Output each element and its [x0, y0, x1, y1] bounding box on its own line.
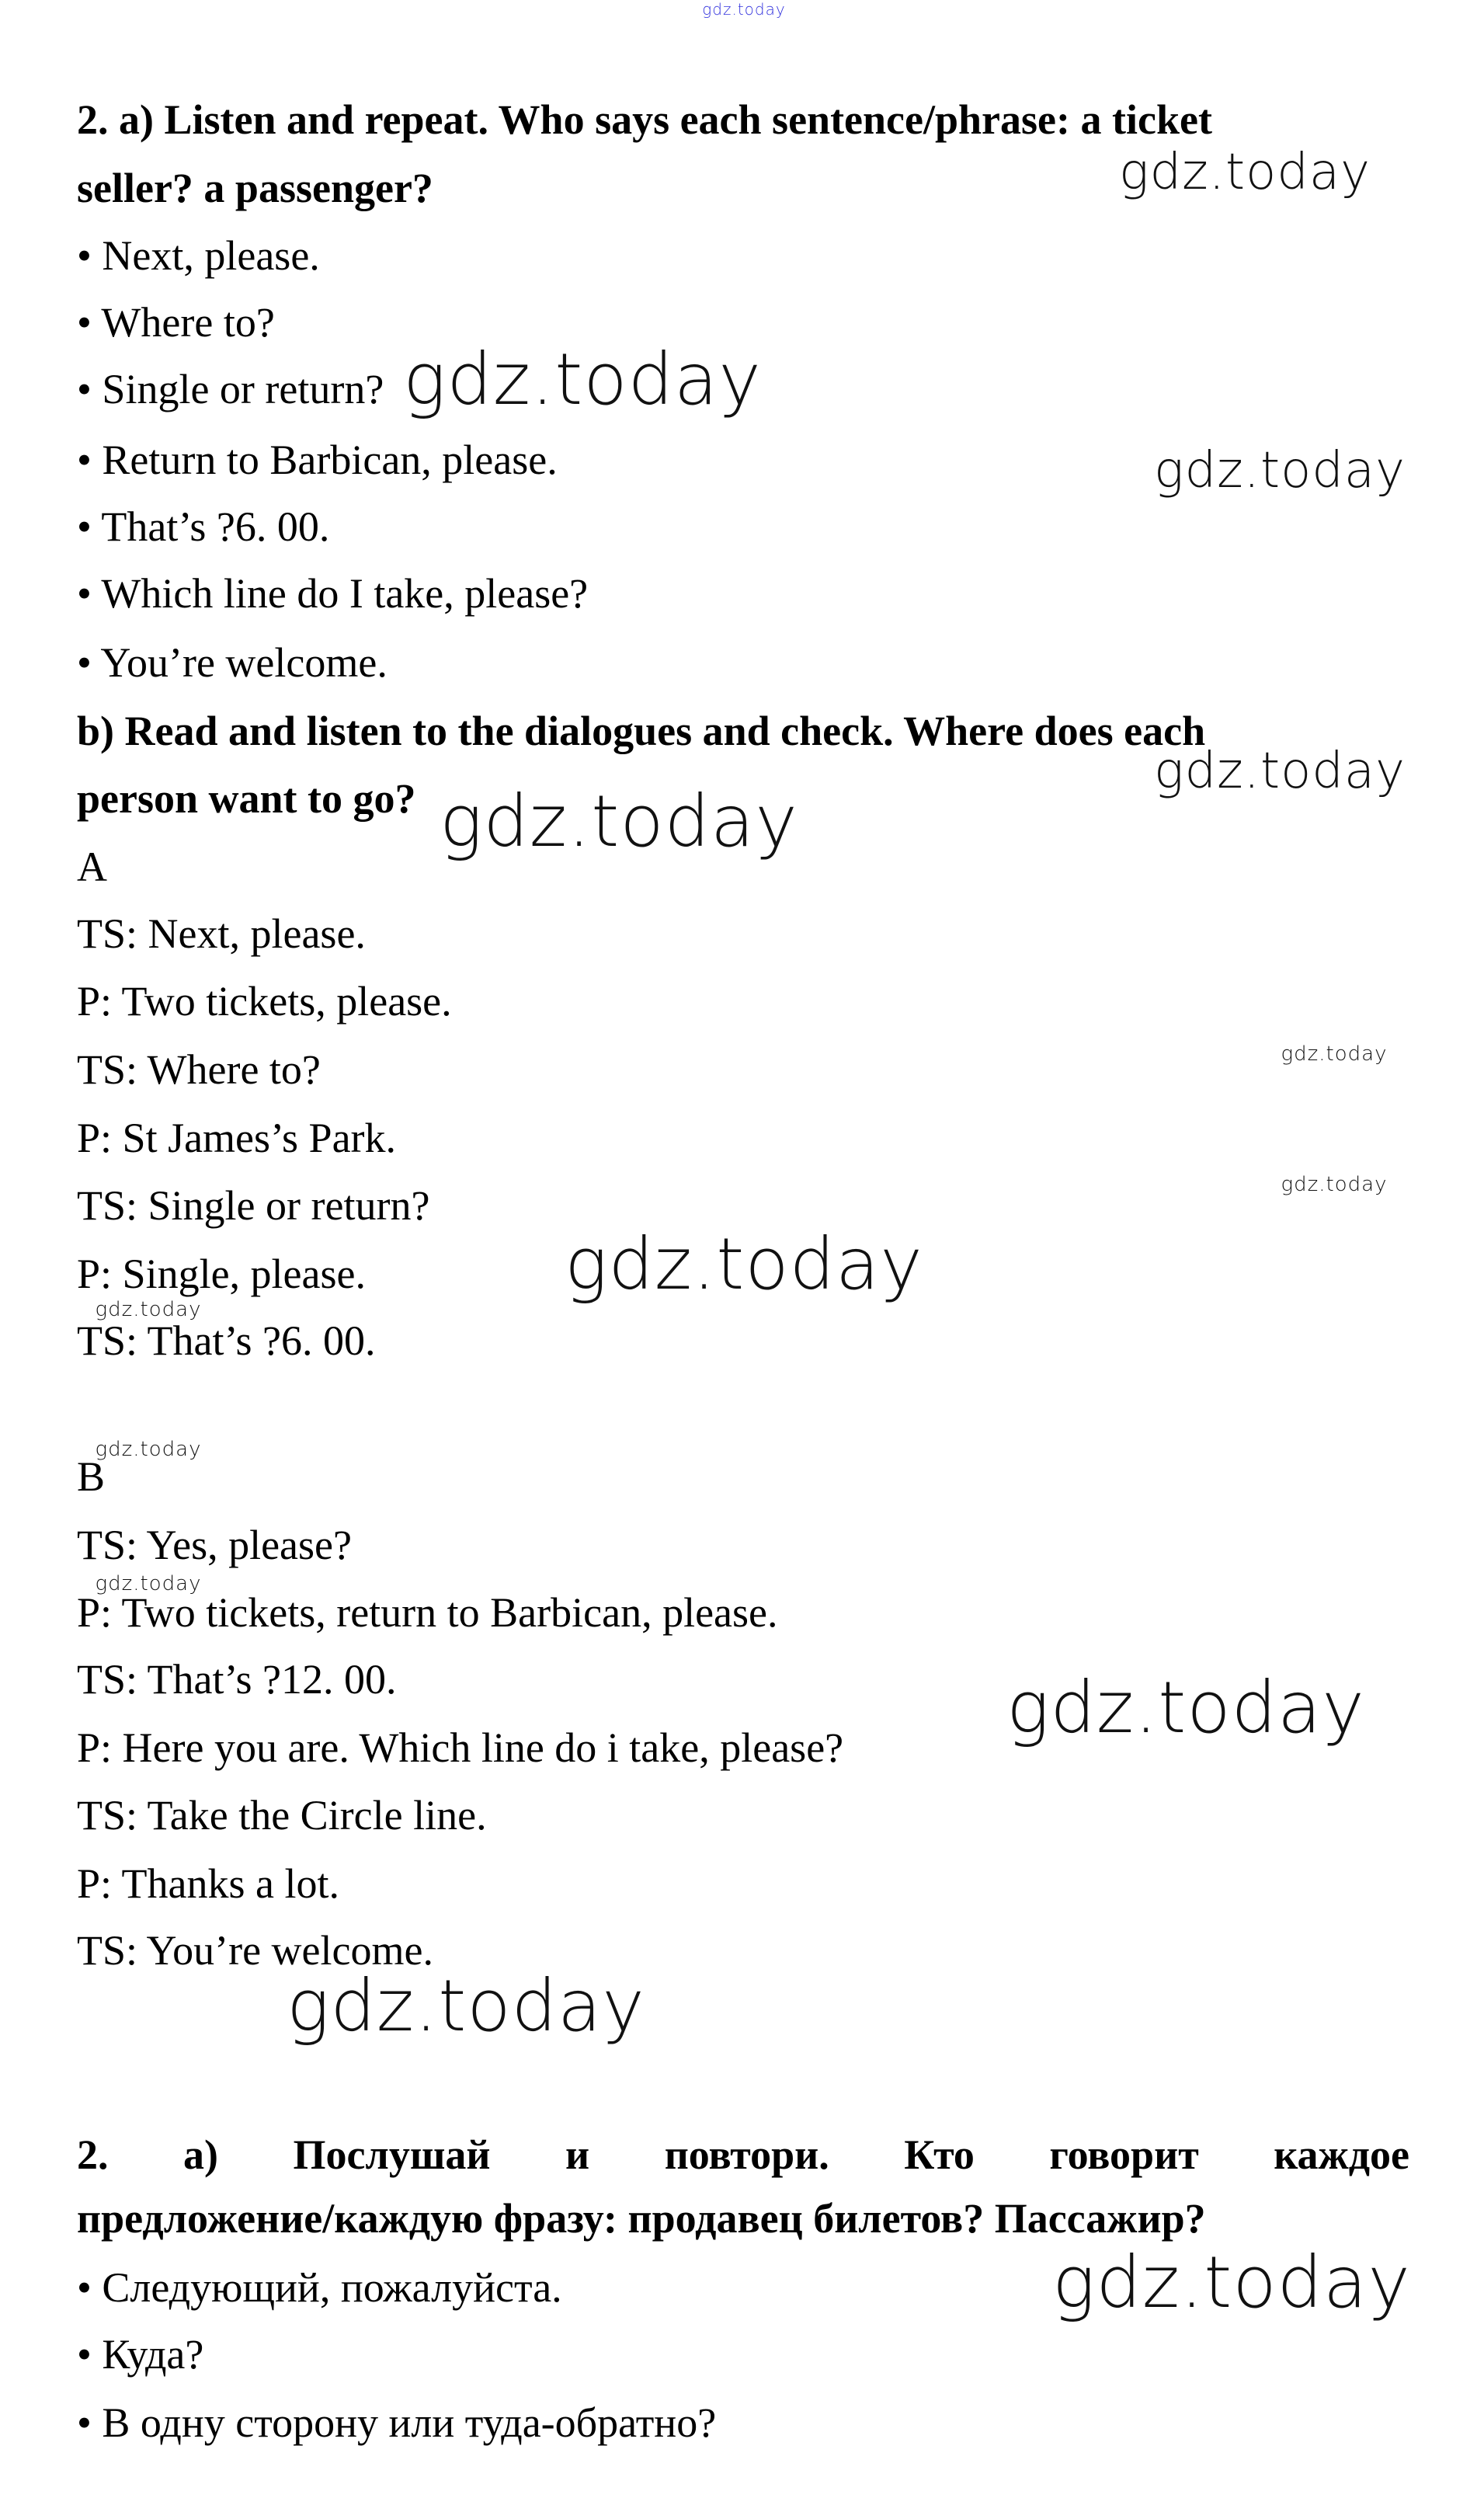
dialogue-line: P: Single, please.: [77, 1251, 366, 1297]
dialogue-line: P: Thanks a lot.: [77, 1860, 340, 1907]
dialogue-a-label: A: [77, 844, 107, 890]
russian-phrase: • Куда?: [77, 2331, 204, 2378]
watermark: gdz.today: [440, 780, 798, 863]
dialogue-line: TS: Single or return?: [77, 1182, 430, 1229]
watermark: gdz.today: [1119, 144, 1371, 201]
task-b-title: b) Read and listen to the dialogues and check. Where does each: [77, 708, 1206, 754]
dialogue-line: P: Two tickets, please.: [77, 978, 452, 1025]
phrase-item: • Which line do I take, please?: [77, 570, 589, 617]
dialogue-line: TS: Where to?: [77, 1046, 321, 1093]
watermark: gdz.today: [565, 1223, 923, 1306]
dialogue-line: TS: That’s ?6. 00.: [77, 1317, 376, 1364]
russian-task-title: 2. а) Послушай и повтори. Кто говорит каждое: [77, 2131, 1409, 2178]
phrase-item: • Where to?: [77, 299, 275, 346]
watermark: gdz.today: [1281, 1173, 1388, 1196]
dialogue-line: TS: Take the Circle line.: [77, 1792, 487, 1839]
task-a-title: seller? a passenger?: [77, 165, 433, 211]
watermark: gdz.today: [287, 1964, 645, 2047]
dialogue-line: TS: Next, please.: [77, 910, 366, 957]
task-b-title: person want to go?: [77, 775, 416, 822]
watermark: gdz.today: [1281, 1042, 1388, 1066]
watermark: gdz.today: [95, 1572, 202, 1595]
phrase-item: • Next, please.: [77, 232, 320, 279]
dialogue-line: TS: Yes, please?: [77, 1522, 352, 1568]
dialogue-line: TS: You’re welcome.: [77, 1927, 433, 1974]
russian-phrase: • Следующий, пожалуйста.: [77, 2264, 562, 2311]
watermark: gdz.today: [1154, 442, 1406, 499]
watermark: gdz.today: [95, 1438, 202, 1461]
dialogue-line: P: Two tickets, return to Barbican, please.: [77, 1589, 778, 1636]
watermark: gdz.today: [95, 1298, 202, 1321]
phrase-item: • You’re welcome.: [77, 639, 388, 686]
watermark: gdz.today: [1006, 1666, 1365, 1749]
phrase-item: • Single or return?: [77, 366, 384, 412]
dialogue-line: P: Here you are. Which line do i take, please?: [77, 1724, 844, 1771]
dialogue-line: TS: That’s ?12. 00.: [77, 1656, 397, 1703]
phrase-item: • That’s ?6. 00.: [77, 503, 330, 550]
watermark-top: gdz.today: [702, 0, 786, 19]
watermark: gdz.today: [403, 338, 762, 421]
task-a-title: 2. a) Listen and repeat. Who says each sentence/phrase: a ticket: [77, 96, 1212, 143]
dialogue-line: P: St James’s Park.: [77, 1115, 397, 1161]
russian-phrase: • В одну сторону или туда-обратно?: [77, 2399, 717, 2446]
russian-task-title: предложение/каждую фразу: продавец билетов? Пассажир?: [77, 2195, 1206, 2242]
watermark: gdz.today: [1052, 2241, 1411, 2324]
phrase-item: • Return to Barbican, please.: [77, 437, 558, 483]
watermark: gdz.today: [1154, 743, 1406, 800]
dialogue-b-label: B: [77, 1453, 106, 1500]
